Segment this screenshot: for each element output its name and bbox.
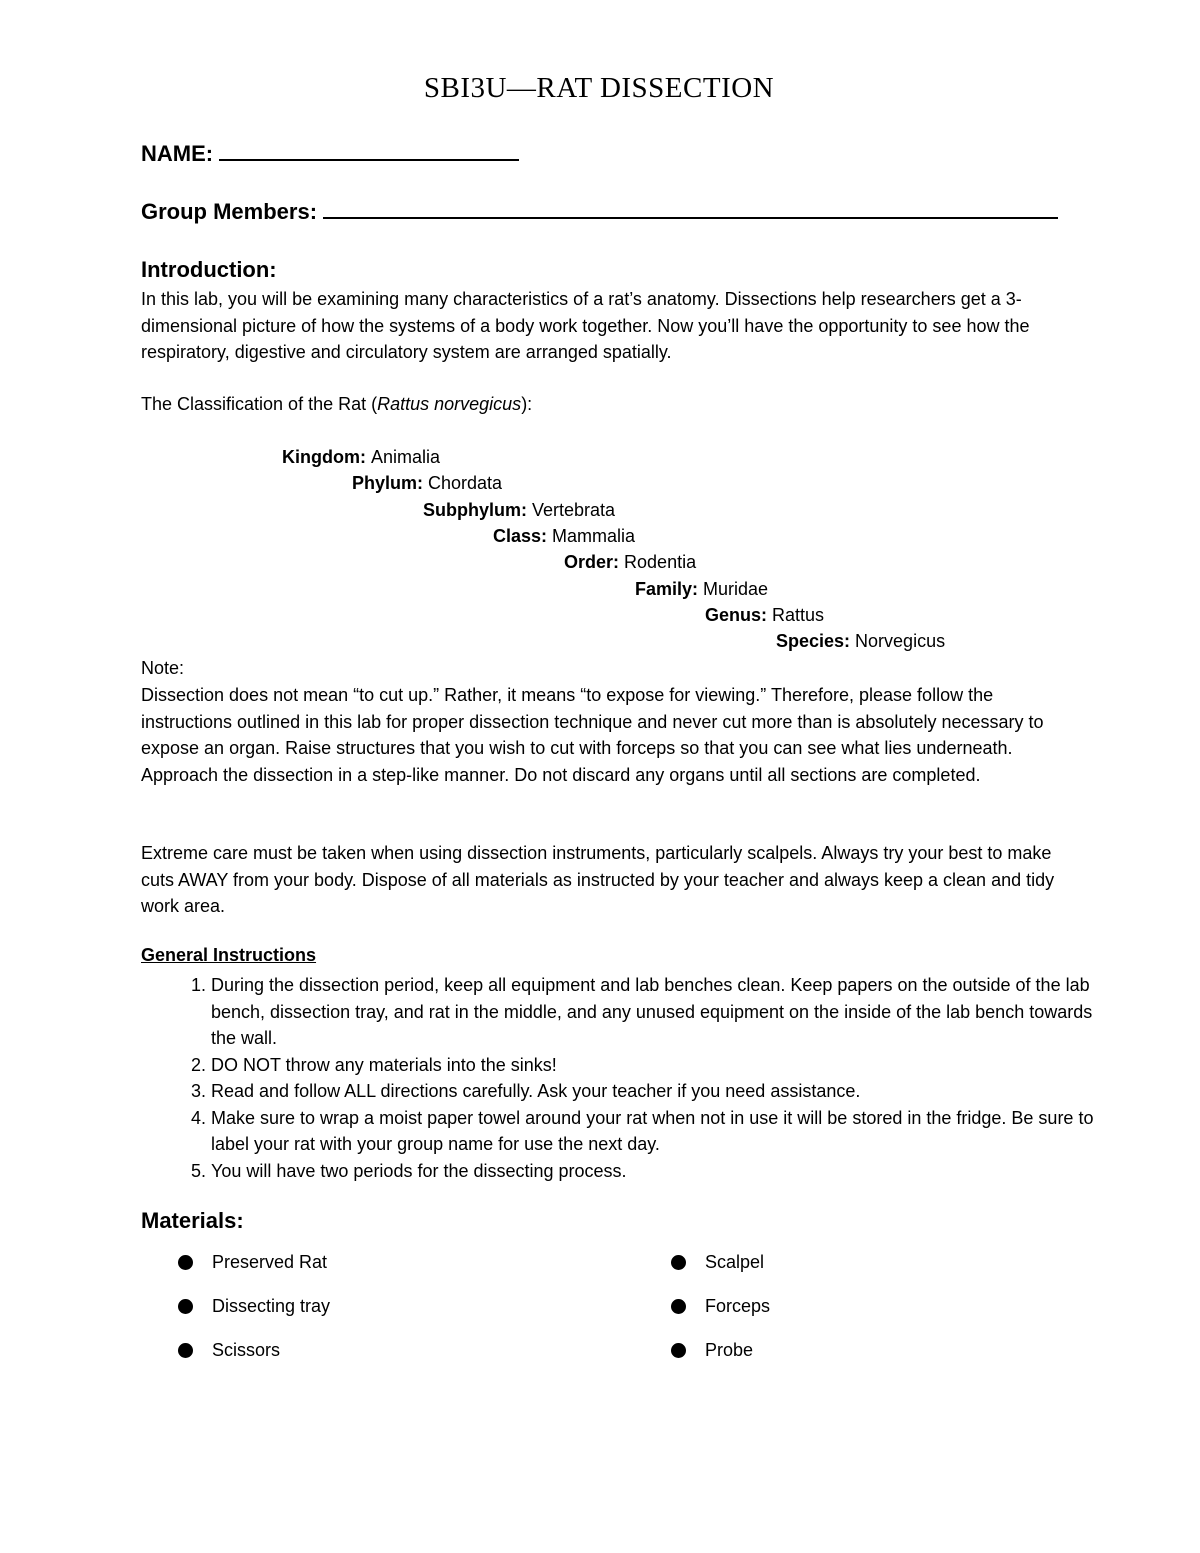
material-item — [671, 1250, 764, 1274]
taxonomy-class — [493, 523, 635, 549]
taxonomy-rank: Species — [776, 631, 845, 651]
taxonomy-separator: : — [360, 447, 371, 467]
materials-heading: Materials: — [141, 1208, 244, 1233]
bullet-icon — [671, 1255, 686, 1270]
instruction-item: 5. You will have two periods for the dissecting process. — [211, 1158, 1121, 1185]
note-paragraph-1: Dissection does not mean “to cut up.” Rather, it means “to expose for viewing.” Therefore, please follow the instructions outlined in this lab for proper dissection technique and never cut more than is absolutely necessary to expose an organ. Raise structures that you wish to cut with forceps so that you can see what lies underneath. Approach the dissection in a step-like manner. Do not discard any organs until all sections are completed. — [141, 685, 1044, 785]
instruction-item: 3. Read and follow ALL directions carefully. Ask your teacher if you need assistance. — [211, 1078, 1121, 1105]
taxonomy-value: Rodentia — [624, 552, 697, 572]
taxonomy-separator: : — [692, 579, 704, 599]
taxonomy-rank: Phylum — [352, 473, 418, 493]
taxonomy-separator: : — [521, 500, 532, 520]
bullet-icon — [178, 1299, 193, 1314]
bullet-icon — [178, 1343, 193, 1358]
material-label: Scissors — [212, 1340, 281, 1360]
bullet-icon — [178, 1255, 193, 1270]
taxonomy-rank: Genus — [705, 605, 762, 625]
instruction-item: 4. Make sure to wrap a moist paper towel around your rat when not in use it will be stored in the fridge. Be sure to label your rat with your group name for use the next day. — [211, 1105, 1121, 1158]
material-label: Forceps — [705, 1296, 771, 1316]
taxonomy-value: Chordata — [428, 473, 503, 493]
taxonomy-value: Animalia — [371, 447, 441, 467]
group-members-blank-line — [323, 216, 1058, 219]
taxonomy-value: Muridae — [703, 579, 769, 599]
group-members-field — [141, 199, 1058, 225]
material-label: Dissecting tray — [212, 1296, 331, 1316]
material-item — [178, 1250, 327, 1274]
taxonomy-separator: : — [761, 605, 773, 625]
taxonomy-rank: Class — [493, 526, 542, 546]
instruction-item: 2. DO NOT throw any materials into the sinks! — [211, 1052, 1121, 1079]
taxonomy-phylum — [352, 470, 502, 496]
classification-suffix: ): — [521, 394, 533, 414]
taxonomy-value: Vertebrata — [532, 500, 616, 520]
taxonomy-value: Rattus — [772, 605, 825, 625]
classification-prefix: The Classification of the Rat ( — [141, 394, 378, 414]
name-blank-line — [219, 158, 519, 161]
material-item — [671, 1294, 770, 1318]
taxonomy-genus — [705, 602, 824, 628]
note-paragraph-2: Extreme care must be taken when using dissection instruments, particularly scalpels. Always try your best to make cuts AWAY from your body. Dispose of all materials as instructed by your teacher and always keep a clean and tidy work area. — [141, 843, 1055, 916]
note-heading: Note: — [141, 658, 185, 678]
group-members-label: Group Members: — [141, 199, 318, 224]
bullet-icon — [671, 1299, 686, 1314]
introduction-text: In this lab, you will be examining many characteristics of a rat’s anatomy. Dissections help researchers get a 3-dimensional picture of how the systems of a body work together. Now you’ll have the opportunity to see how the respiratory, digestive and circulatory system are arranged spatially. — [141, 289, 1030, 362]
classification-intro — [141, 391, 1056, 418]
material-item — [178, 1338, 280, 1362]
bullet-icon — [671, 1343, 686, 1358]
classification-species-name: Rattus norvegicus — [377, 394, 522, 414]
taxonomy-kingdom — [282, 444, 440, 470]
general-instructions-list — [141, 972, 1121, 1184]
taxonomy-value: Mammalia — [552, 526, 636, 546]
taxonomy-rank: Subphylum — [423, 500, 521, 520]
name-label: NAME: — [141, 141, 214, 166]
page-title: SBI3U—RAT DISSECTION — [423, 72, 775, 104]
introduction-heading: Introduction: — [141, 257, 277, 282]
taxonomy-separator: : — [417, 473, 429, 493]
taxonomy-rank: Kingdom — [282, 447, 360, 467]
taxonomy-separator: : — [613, 552, 625, 572]
material-item — [178, 1294, 330, 1318]
taxonomy-rank: Family — [635, 579, 693, 599]
taxonomy-rank: Order — [564, 552, 614, 572]
general-instructions-heading: General Instructions — [141, 945, 317, 965]
taxonomy-species — [776, 628, 945, 654]
taxonomy-order — [564, 549, 696, 575]
material-label: Preserved Rat — [212, 1252, 328, 1272]
material-label: Probe — [705, 1340, 754, 1360]
taxonomy-value: Norvegicus — [855, 631, 946, 651]
taxonomy-separator: : — [541, 526, 553, 546]
name-field — [141, 141, 519, 167]
material-label: Scalpel — [705, 1252, 765, 1272]
taxonomy-family — [635, 576, 768, 602]
taxonomy-separator: : — [844, 631, 856, 651]
instruction-item: 1. During the dissection period, keep all equipment and lab benches clean. Keep papers on the outside of the lab bench, dissection tray, and rat in the middle, and any unused equipment on the inside of the lab bench towards the wall. — [211, 972, 1121, 1052]
material-item — [671, 1338, 753, 1362]
taxonomy-subphylum — [423, 497, 615, 523]
